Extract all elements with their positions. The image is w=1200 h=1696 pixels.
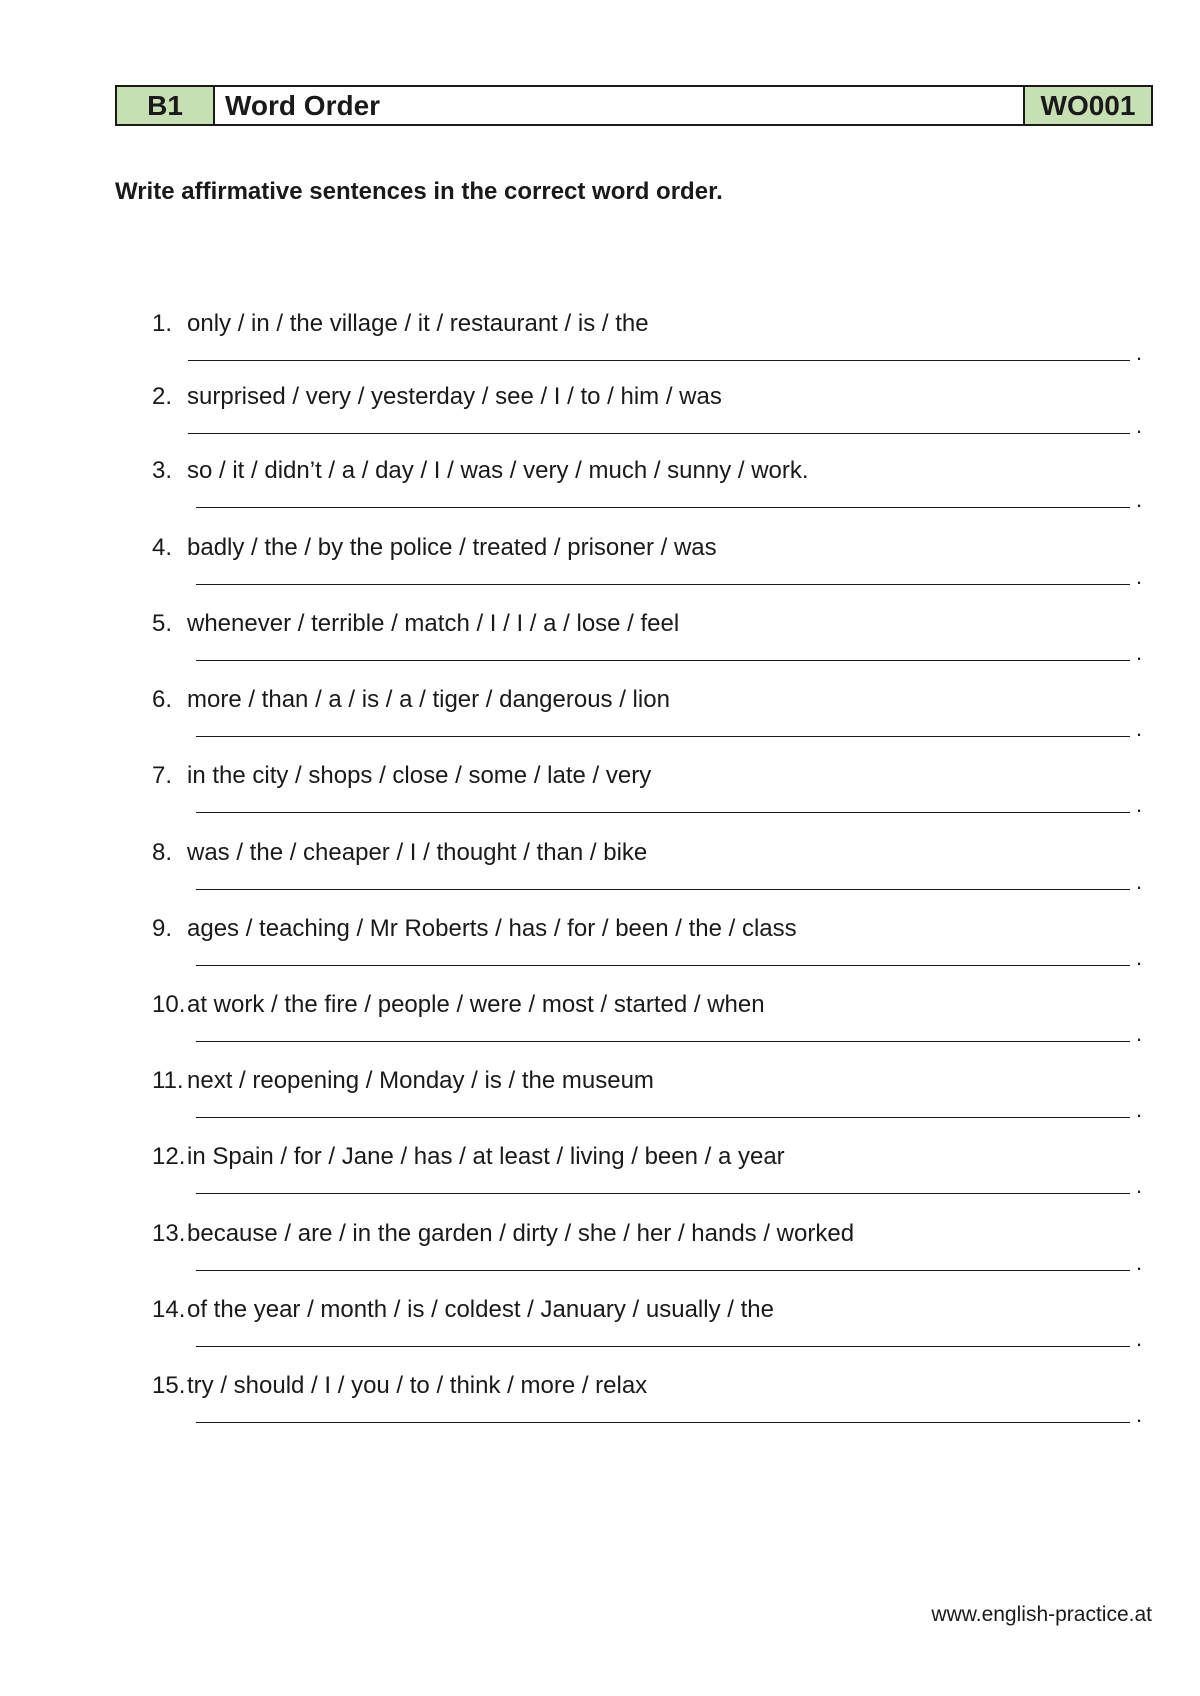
item-words: in the city / shops / close / some / late / very — [187, 762, 652, 789]
item-number: 8. — [152, 839, 173, 866]
exercise-item — [0, 1372, 1200, 1448]
full-stop: . — [1136, 340, 1143, 365]
full-stop: . — [1136, 716, 1143, 741]
item-number: 12. — [152, 1143, 186, 1170]
answer-line[interactable] — [196, 1041, 1130, 1042]
answer-line[interactable] — [196, 1193, 1130, 1194]
item-number: 4. — [152, 534, 173, 561]
full-stop: . — [1136, 869, 1143, 894]
item-number: 1. — [152, 310, 173, 337]
item-words: so / it / didn’t / a / day / I / was / very / much / sunny / work. — [187, 457, 809, 484]
item-number: 11. — [152, 1067, 184, 1094]
full-stop: . — [1136, 945, 1143, 970]
exercise-item — [0, 991, 1200, 1067]
item-words: at work / the fire / people / were / most / started / when — [187, 991, 765, 1018]
worksheet-code: WO001 — [1025, 87, 1151, 124]
item-number: 13. — [152, 1220, 186, 1247]
answer-line[interactable] — [196, 1422, 1130, 1423]
item-words: next / reopening / Monday / is / the museum — [187, 1067, 654, 1094]
worksheet-title: Word Order — [215, 87, 1025, 124]
full-stop: . — [1136, 640, 1143, 665]
item-number: 6. — [152, 686, 173, 713]
full-stop: . — [1136, 564, 1143, 589]
item-number: 9. — [152, 915, 173, 942]
exercise-item — [0, 1067, 1200, 1143]
item-words: whenever / terrible / match / I / I / a / lose / feel — [187, 610, 680, 637]
item-words: of the year / month / is / coldest / January / usually / the — [187, 1296, 774, 1323]
item-words: surprised / very / yesterday / see / I / to / him / was — [187, 383, 722, 410]
answer-line[interactable] — [188, 433, 1130, 434]
full-stop: . — [1136, 1097, 1143, 1122]
item-number: 14. — [152, 1296, 186, 1323]
item-words: only / in / the village / it / restaurant / is / the — [187, 310, 649, 337]
item-words: in Spain / for / Jane / has / at least / living / been / a year — [187, 1143, 785, 1170]
item-words: because / are / in the garden / dirty / she / her / hands / worked — [187, 1220, 855, 1247]
exercise-item — [0, 686, 1200, 762]
answer-line[interactable] — [196, 1117, 1130, 1118]
exercise-item — [0, 310, 1200, 386]
answer-line[interactable] — [188, 360, 1130, 361]
answer-line[interactable] — [196, 965, 1130, 966]
answer-line[interactable] — [196, 1346, 1130, 1347]
full-stop: . — [1136, 1326, 1143, 1351]
answer-line[interactable] — [196, 1270, 1130, 1271]
exercise-item — [0, 457, 1200, 533]
item-number: 15. — [152, 1372, 186, 1399]
instruction-text: Write affirmative sentences in the correct word order. — [115, 178, 723, 205]
level-badge: B1 — [117, 87, 215, 124]
full-stop: . — [1136, 792, 1143, 817]
exercise-item — [0, 762, 1200, 838]
full-stop: . — [1136, 1402, 1143, 1427]
full-stop: . — [1136, 413, 1143, 438]
item-number: 5. — [152, 610, 173, 637]
exercise-item — [0, 1143, 1200, 1219]
exercise-item — [0, 839, 1200, 915]
item-number: 10. — [152, 991, 186, 1018]
answer-line[interactable] — [196, 660, 1130, 661]
item-words: was / the / cheaper / I / thought / than / bike — [187, 839, 648, 866]
worksheet-header — [115, 85, 1153, 126]
full-stop: . — [1136, 487, 1143, 512]
exercise-item — [0, 383, 1200, 459]
item-words: more / than / a / is / a / tiger / dangerous / lion — [187, 686, 670, 713]
full-stop: . — [1136, 1250, 1143, 1275]
answer-line[interactable] — [196, 889, 1130, 890]
answer-line[interactable] — [196, 736, 1130, 737]
footer-website: www.english-practice.at — [931, 1603, 1152, 1626]
answer-line[interactable] — [196, 584, 1130, 585]
exercise-item — [0, 534, 1200, 610]
item-words: try / should / I / you / to / think / more / relax — [187, 1372, 648, 1399]
item-words: ages / teaching / Mr Roberts / has / for / been / the / class — [187, 915, 797, 942]
item-number: 2. — [152, 383, 173, 410]
exercise-item — [0, 610, 1200, 686]
exercise-item — [0, 1296, 1200, 1372]
exercise-item — [0, 1220, 1200, 1296]
item-words: badly / the / by the police / treated / prisoner / was — [187, 534, 717, 561]
exercise-item — [0, 915, 1200, 991]
item-number: 7. — [152, 762, 173, 789]
answer-line[interactable] — [196, 507, 1130, 508]
item-number: 3. — [152, 457, 173, 484]
answer-line[interactable] — [196, 812, 1130, 813]
full-stop: . — [1136, 1021, 1143, 1046]
full-stop: . — [1136, 1173, 1143, 1198]
